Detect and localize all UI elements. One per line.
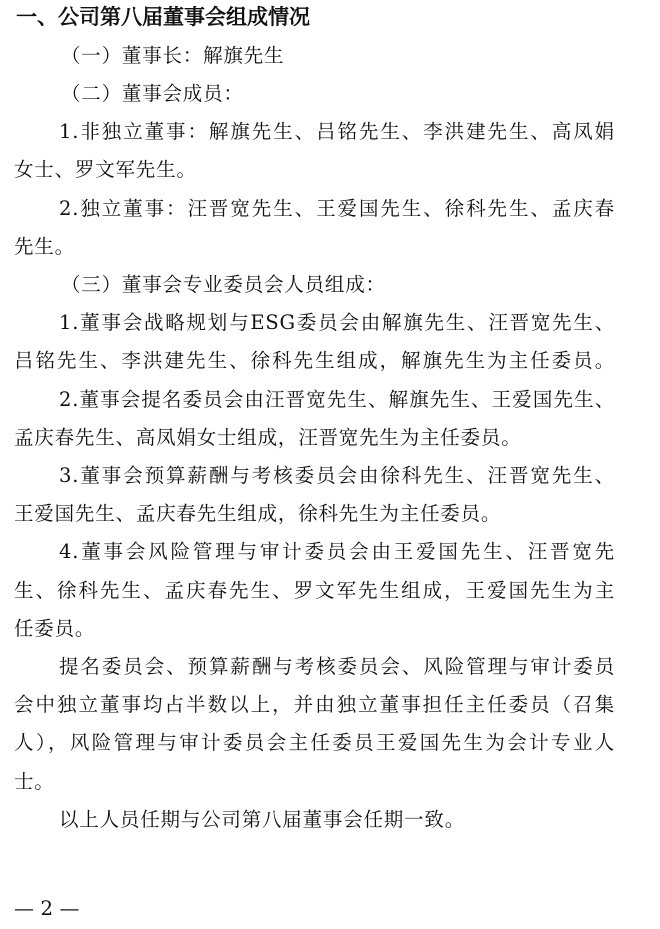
independent-directors-line2: 先生。 xyxy=(14,235,75,258)
strategy-esg-committee-line2: 吕铭先生、李洪建先生、徐科先生组成，解旗先生为主任委员。 xyxy=(14,349,615,372)
nomination-committee-line2: 孟庆春先生、高凤娟女士组成，汪晋宽先生为主任委员。 xyxy=(14,426,522,449)
compensation-committee-line2: 王爱国先生、孟庆春先生组成，徐科先生为主任委员。 xyxy=(14,502,502,525)
committees-title: （三）董事会专业委员会人员组成： xyxy=(61,273,386,296)
page-number: — 2 — xyxy=(14,896,80,920)
independence-paragraph-line1: 提名委员会、预算薪酬与考核委员会、风险管理与审计委员 xyxy=(59,655,615,678)
strategy-esg-committee-line1: 1.董事会战略规划与ESG委员会由解旗先生、汪晋宽先生、 xyxy=(59,311,615,334)
risk-audit-committee-line3: 任委员。 xyxy=(14,617,96,640)
independent-directors-line1: 2.独立董事：汪晋宽先生、王爱国先生、徐科先生、孟庆春 xyxy=(59,197,615,220)
section-heading: 一、公司第八届董事会组成情况 xyxy=(16,5,310,29)
compensation-committee-line1: 3.董事会预算薪酬与考核委员会由徐科先生、汪晋宽先生、 xyxy=(59,464,615,487)
risk-audit-committee-line1: 4.董事会风险管理与审计委员会由王爱国先生、汪晋宽先 xyxy=(59,540,615,563)
independence-paragraph-line2: 会中独立董事均占半数以上，并由独立董事担任主任委员（召集 xyxy=(14,693,615,716)
risk-audit-committee-line2: 生、徐科先生、孟庆春先生、罗文军先生组成，王爱国先生为主 xyxy=(14,579,615,602)
independence-paragraph-line4: 士。 xyxy=(14,770,55,793)
nomination-committee-line1: 2.董事会提名委员会由汪晋宽先生、解旗先生、王爱国先生、 xyxy=(59,388,615,411)
chairman-line: （一）董事长：解旗先生 xyxy=(61,44,285,67)
non-independent-directors-line2: 女士、罗文军先生。 xyxy=(14,158,197,181)
non-independent-directors-line1: 1.非独立董事：解旗先生、吕铭先生、李洪建先生、高凤娟 xyxy=(59,120,615,143)
board-members-title: （二）董事会成员： xyxy=(61,82,244,105)
term-statement: 以上人员任期与公司第八届董事会任期一致。 xyxy=(59,808,466,831)
independence-paragraph-line3: 人），风险管理与审计委员会主任委员王爱国先生为会计专业人 xyxy=(14,731,615,754)
